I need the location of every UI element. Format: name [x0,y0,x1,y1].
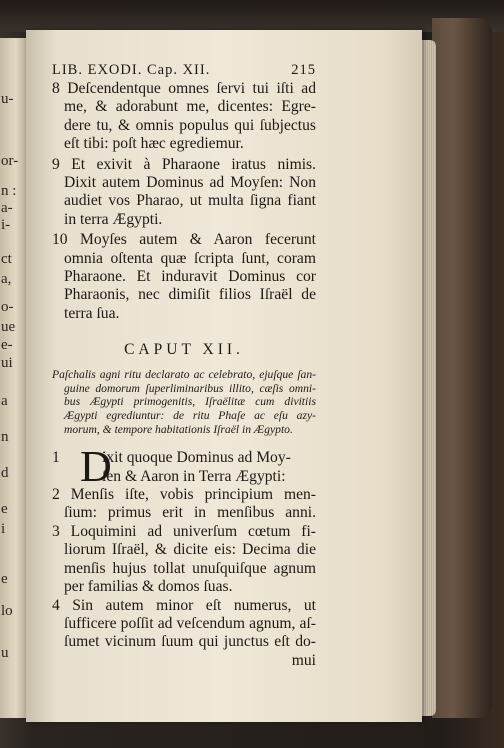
left-fragment: a [1,393,8,409]
left-fragment: u- [1,91,14,107]
text-line: ſen & Aaron in Terra Ægypti: [102,467,286,485]
chapter-summary [52,368,316,436]
summary-line: bus Ægypti primogenitis, Iſraëlitæ cum divitiis [64,395,316,409]
summary-line: morum, & tempore habitationis Iſraël in Ægypto. [64,422,293,436]
left-fragment: e [1,501,8,517]
left-fragment: ui [1,355,13,371]
summary-line: Paſchalis agni ritu declarato ac celebrato, ejuſque ſan- [52,368,316,382]
verse-number: 1 [52,449,60,467]
text-line: Pharaonis, nec dimiſit filios Iſraël de [64,286,316,304]
text-line: 4 Sin autem minor eſt numerus, ut [52,596,316,614]
left-fragment: e [1,571,8,587]
text-line: ſium: primus erit in menſibus anni. [64,504,316,522]
running-header [52,62,316,79]
left-fragment: n [1,429,9,445]
left-fragment: o- [1,299,14,315]
left-fragment: i- [1,217,11,233]
verse-block-10 [52,231,316,323]
running-title: LIB. EXODI. Cap. XII. [52,62,211,78]
summary-line: Ægypti egrediuntur: de ritu Phaſe ac eſu azy- [64,409,316,423]
text-line: per familias & domos ſuas. [64,578,233,596]
text-line: dere tu, & omnis populus qui ſubjectus [64,116,316,134]
left-fragment: a, [1,271,12,287]
left-fragment: ct [1,251,12,267]
book-top-shadow [0,0,504,32]
text-line: 10 Moyſes autem & Aaron fecerunt [52,231,316,249]
text-line-body: ixit quoque Dominus ad Moy- [102,449,291,467]
left-fragment: i [1,521,6,537]
text-line: me, & adorabunt me, dicentes: Egre- [64,98,316,116]
left-fragment: e- [1,337,13,353]
text-line: Dixit autem Dominus ad Moyſen: Non [64,174,316,192]
text-line: terra ſua. [64,304,120,322]
text-line: in terra Ægypti. [64,210,163,228]
text-line: ſumet vicinum ſuum qui junctus eſt do- [64,633,316,651]
drop-cap: D [80,442,112,492]
page-number: 215 [291,62,316,78]
left-fragment: a- [1,200,13,216]
left-fragment: ue [1,319,16,335]
verses-2-4 [52,486,316,670]
left-fragment: d [1,465,9,481]
left-fragment: n : [1,183,17,199]
summary-line: guine domorum ſuperliminaribus illito, cæſis omni- [64,381,316,395]
text-line: 8 Deſcendentque omnes ſervi tui iſti ad [52,80,316,97]
text-line: omnia oſtenta quæ ſcripta ſunt, coram [64,249,316,267]
text-line: menſis hujus tollat unuſquiſque agnum [64,559,316,577]
book-cover [432,18,492,718]
chapter-title: CAPUT XII. [124,341,244,359]
left-page [0,38,26,718]
text-line: audiet vos Pharao, ut multa ſigna fiant [64,192,316,210]
text-line: 9 Et exivit à Pharaone iratus nimis. [52,155,316,173]
verse-block-8 [52,80,316,154]
text-line: liorum Iſraël, & dicite eis: Decima die [64,541,316,559]
text-line: eſt tibi: poſt hæc egrediemur. [64,135,244,153]
verse-block-9 [52,156,316,230]
text-line: 2 Menſis iſte, vobis principium men- [52,486,316,504]
catchword: mui [291,651,316,669]
text-line: ſufficere poſſit ad veſcendum agnum, aſ- [64,614,316,632]
text-line: 3 Loquimini ad univerſum cœtum fi- [52,522,316,540]
page-text [52,62,316,670]
text-line: Pharaone. Et induravit Dominus cor [64,268,316,286]
verse-1 [52,442,316,492]
left-fragment: or- [1,153,19,169]
left-fragment: u [1,645,9,661]
left-fragment: lo [1,603,13,619]
